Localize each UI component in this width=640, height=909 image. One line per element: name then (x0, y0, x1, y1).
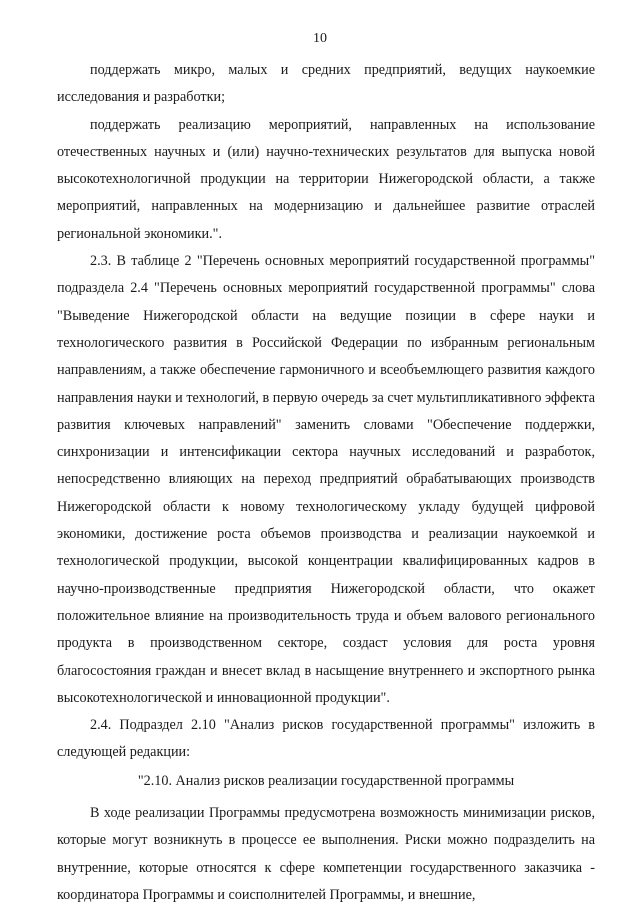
page-number: 10 (313, 31, 327, 46)
paragraph-support-small-business: поддержать микро, малых и средних предприятий, ведущих наукоемкие исследования и разработки; (57, 62, 595, 106)
document-body (57, 57, 595, 909)
paragraph-2-3-table-change: 2.3. В таблице 2 "Перечень основных мероприятий государственной программы" подраздела 2.4 "Перечень основных мероприятий государственной программы" слова "Выведение Нижегородской области на ведущие позиции в сфере науки и технологического развития в Российской Федерации по избранным региональным направлениям, а также обеспечение гармоничного и всеобъемлющего развития каждого направления науки и технологий, в первую очередь за счет мультипликативного эффекта развития ключевых направлений" заменить словами "Обеспечение поддержки, синхронизации и интенсификации сектора научных исследований и разработок, непосредственно влияющих на переход предприятий обрабатывающих производств Нижегородской области к новому технологическому укладу будущей цифровой экономики, достижение роста объемов производства и реализации наукоемкой и технологической продукции, высокой концентрации квалифицированных кадров в научно-производственные предприятия Нижегородской области, что окажет положительное влияние на производительность труда и объем валового регионального продукта в производственном секторе, создаст условия для роста уровня благосостояния граждан и внесет вклад в насыщение внутреннего и экспортного рынка высокотехнологической и инновационной продукции". (57, 253, 595, 706)
section-heading-risk-analysis: "2.10. Анализ рисков реализации государственной программы (137, 772, 515, 789)
paragraph-support-events: поддержать реализацию мероприятий, направленных на использование отечественных научных и (или) научно-технических результатов для выпуска новой высокотехнологичной продукции на территории Нижегородской области, а также мероприятий, направленных на модернизацию и дальнейшее развитие отраслей региональной экономики.". (57, 116, 595, 242)
paragraph-2-4-subsection-change: 2.4. Подраздел 2.10 "Анализ рисков государственной программы" изложить в следующей редакции: (57, 717, 595, 761)
paragraph-risk-minimization: В ходе реализации Программы предусмотрена возможность минимизации рисков, которые могут возникнуть в процессе ее выполнения. Риски можно подразделить на внутренние, которые относятся к сфере компетенции государственного заказчика - координатора Программы и соисполнителей Программы, и внешние, (57, 805, 595, 903)
